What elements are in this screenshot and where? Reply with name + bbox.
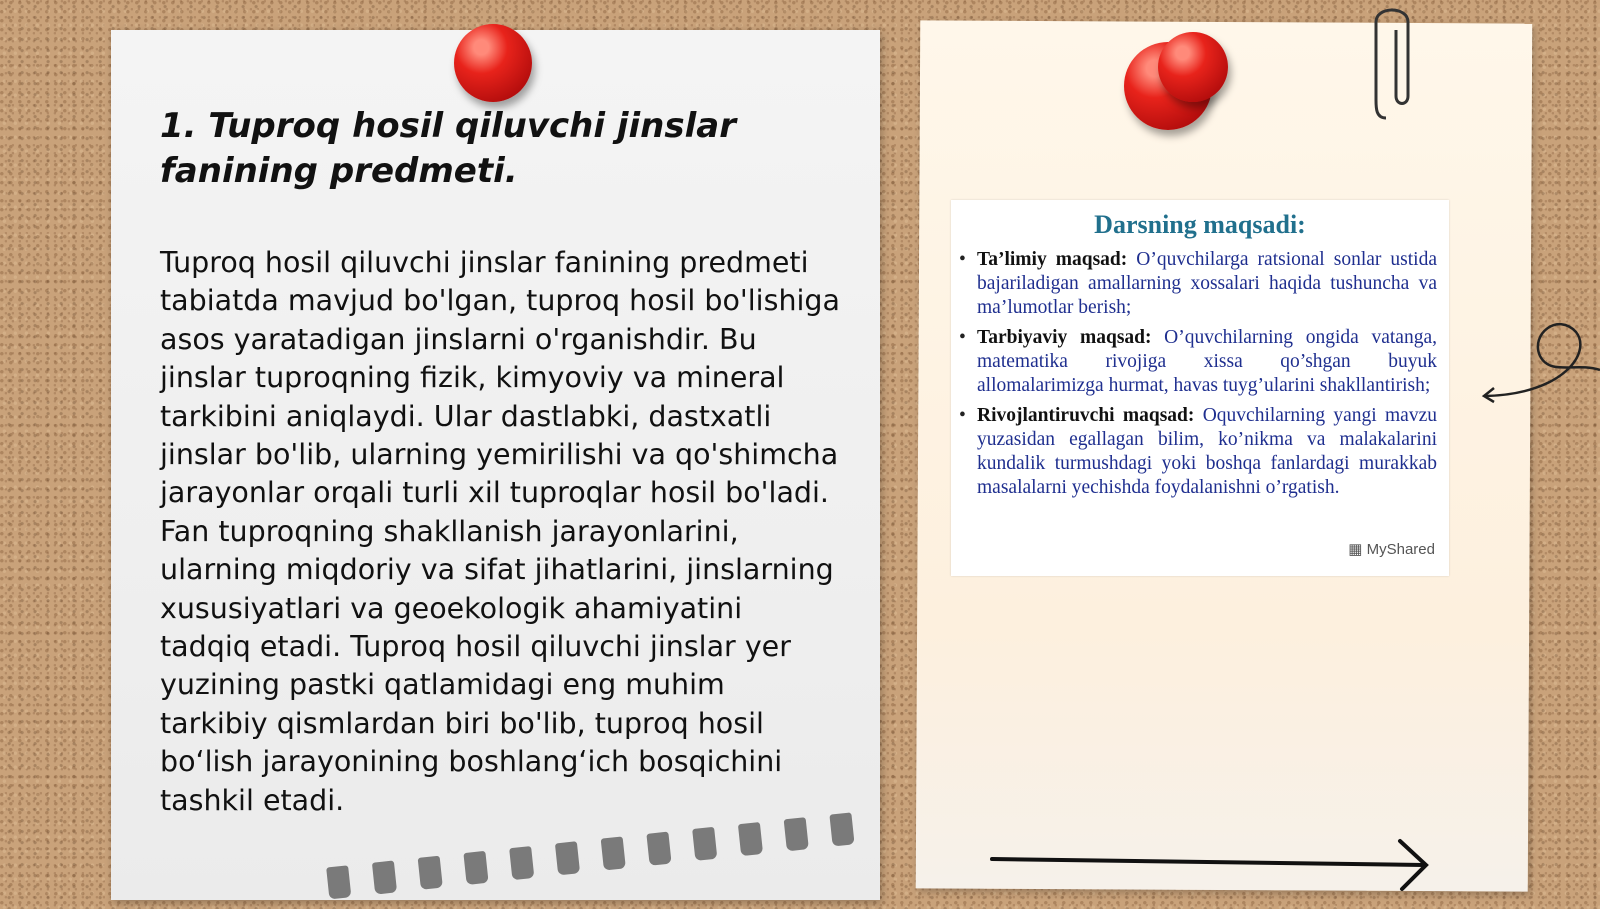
red-pushpin-icon [1158,32,1228,102]
torn-hole [555,841,580,875]
torn-hole [509,846,534,880]
torn-hole [326,865,351,899]
torn-hole [784,817,809,851]
goal-text: Oquvchilarning yangi mavzu yuzasidan egallagan bilim, ko’nikma va malakalarini kundalik turmushdagi yoki boshqa fanlardagi murakkab masalalarni yechishda foydalanishni o’rgatish. [977,405,1437,498]
goal-label: Ta’limiy maqsad: [977,249,1128,270]
goal-text: O’quvchilarning ongida vatanga, matematika rivojiga xissa qo’shgan buyuk allomalarimizga hurmat, havas tuyg’ularini shakllantirish; [977,327,1437,396]
goal-label: Rivojlantiruvchi maqsad: [977,405,1195,426]
slide-title: Darsning maqsadi: [1094,210,1306,239]
torn-hole [463,851,488,885]
presentation-icon: ▦ [1348,541,1363,558]
hand-drawn-loop-arrow-icon [1480,312,1600,408]
paperclip-icon [1372,0,1416,124]
watermark-text: MyShared [1366,541,1435,558]
list-item [957,248,1437,320]
embedded-slide-image [951,200,1449,576]
watermark [1348,540,1435,558]
list-item [957,326,1437,398]
torn-hole [646,832,671,866]
list-item [957,404,1437,500]
right-arrow-icon [990,835,1450,893]
goal-label: Tarbiyaviy maqsad: [977,327,1152,348]
torn-hole [418,856,443,890]
body-text: Tuproq hosil qiluvchi jinslar fanining predmeti tabiatda mavjud bo'lgan, tuproq hosil bo'lishiga asos yaratadigan jinslarni o'rganishdir. Bu jinslar tuproqning fizik, kimyoviy va mineral tarkibini aniqlaydi. Ular dastlabki, dastxatli jinslar bo'lib, ularning yemirilishi va qo'shimcha jarayonlar orqali turli xil tuproqlar hosil bo'ladi. Fan tuproqning shakllanish jarayonlarini, ularning miqdoriy va sifat jihatlarini, jinslarning xususiyatlari va geoekologik ahamiyatini tadqiq etadi. Tuproq hosil qiluvchi jinslar yer yuzining pastki qatlamidagi eng muhim tarkibiy qismlardan biri bo'lib, tuproq hosil bo‘lish jarayonining boshlang‘ich bosqichini tashkil etadi. [160,246,840,817]
torn-hole [601,836,626,870]
torn-hole [692,827,717,861]
goal-text: O’quvchilarga ratsional sonlar ustida bajariladigan amallarning xossalari haqida tushuncha va ma’lumotlar berish; [977,249,1437,318]
red-pushpin-icon [454,24,532,102]
page-title: 1. Tuproq hosil qiluvchi jinslar fanining predmeti. [160,106,736,191]
torn-hole [738,822,763,856]
slide-goal-list [957,248,1437,506]
torn-hole [372,860,397,894]
